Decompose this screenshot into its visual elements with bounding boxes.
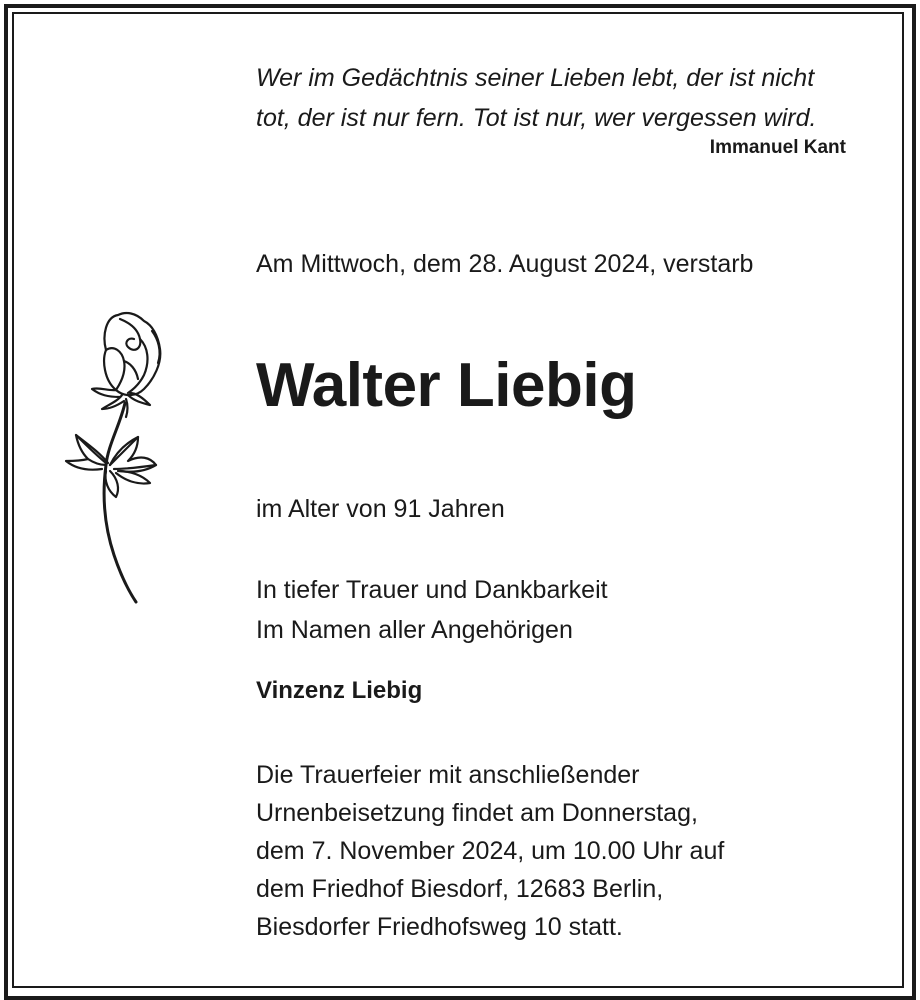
quote-author: Immanuel Kant <box>709 137 846 158</box>
mourning-line: Im Namen aller Angehörigen <box>256 616 573 644</box>
service-line: Urnenbeisetzung findet am Donnerstag, <box>256 799 698 827</box>
service-line: dem 7. November 2024, um 10.00 Uhr auf <box>256 837 725 865</box>
mourning-text <box>256 570 608 650</box>
rose-icon <box>58 305 168 610</box>
quote-line: tot, der ist nur fern. Tot ist nur, wer vergessen wird. <box>256 104 817 132</box>
death-announcement: Am Mittwoch, dem 28. August 2024, verstarb <box>256 250 754 278</box>
service-line: Biesdorfer Friedhofsweg 10 statt. <box>256 913 623 941</box>
deceased-name: Walter Liebig <box>256 351 637 420</box>
age-text: im Alter von 91 Jahren <box>256 495 505 523</box>
mourning-line: In tiefer Trauer und Dankbarkeit <box>256 576 608 604</box>
service-details <box>256 756 724 946</box>
quote-line: Wer im Gedächtnis seiner Lieben lebt, der ist nicht <box>256 64 815 92</box>
service-line: dem Friedhof Biesdorf, 12683 Berlin, <box>256 875 664 903</box>
quote <box>256 58 846 138</box>
signer-name: Vinzenz Liebig <box>256 677 423 704</box>
service-line: Die Trauerfeier mit anschließender <box>256 761 640 789</box>
